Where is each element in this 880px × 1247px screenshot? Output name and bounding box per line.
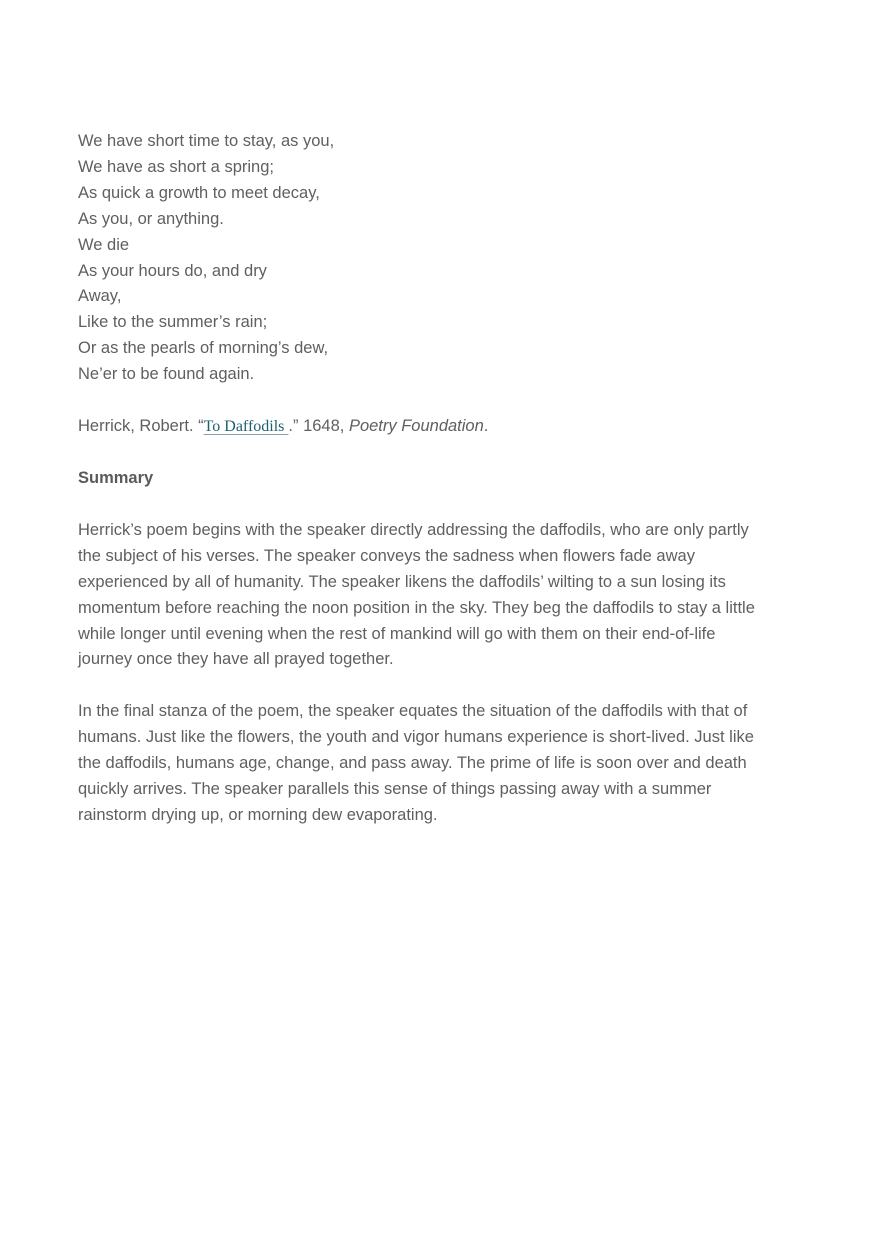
summary-paragraph-1 bbox=[78, 518, 808, 673]
poem-line: Like to the summer’s rain; bbox=[78, 313, 268, 332]
poem-line: We die bbox=[78, 235, 130, 254]
paragraph-line: the daffodils, humans age, change, and pass away. The prime of life is soon over and death bbox=[78, 754, 747, 773]
paragraph-line: the subject of his verses. The speaker conveys the sadness when flowers fade away bbox=[78, 546, 695, 565]
citation-after-title: .” 1648, bbox=[288, 417, 349, 436]
paragraph-line: In the final stanza of the poem, the speaker equates the situation of the daffodils with that of bbox=[78, 702, 748, 721]
paragraph-line: humans. Just like the flowers, the youth and vigor humans experience is short-lived. Just like bbox=[78, 728, 754, 747]
poem-line: We have short time to stay, as you, bbox=[78, 132, 335, 150]
document-page bbox=[78, 129, 808, 829]
paragraph-line: journey once they have all prayed together. bbox=[78, 650, 394, 669]
poem-stanza bbox=[78, 129, 808, 388]
summary-paragraph-2 bbox=[78, 699, 808, 829]
paragraph-line: Herrick’s poem begins with the speaker directly addressing the daffodils, who are only partly bbox=[78, 520, 749, 539]
citation bbox=[78, 414, 808, 440]
poem-line: As your hours do, and dry bbox=[78, 261, 267, 280]
poem-line: We have as short a spring; bbox=[78, 157, 274, 176]
citation-title-link[interactable]: To Daffodils bbox=[203, 418, 289, 436]
poem-line: Or as the pearls of morning’s dew, bbox=[78, 339, 329, 358]
paragraph-line: rainstorm drying up, or morning dew evaporating. bbox=[78, 805, 438, 824]
citation-end: . bbox=[483, 417, 489, 436]
poem-line: Away, bbox=[78, 287, 122, 306]
paragraph-line: momentum before reaching the noon position in the sky. They beg the daffodils to stay a little bbox=[78, 598, 755, 617]
poem-line: Ne’er to be found again. bbox=[78, 365, 255, 384]
paragraph-line: experienced by all of humanity. The speaker likens the daffodils’ wilting to a sun losing its bbox=[78, 572, 726, 591]
citation-journal: Poetry Foundation bbox=[348, 417, 484, 436]
summary-heading: Summary bbox=[78, 468, 154, 487]
poem-line: As quick a growth to meet decay, bbox=[78, 183, 320, 202]
paragraph-line: while longer until evening when the rest of mankind will go with them on their end-of-life bbox=[78, 624, 716, 643]
poem-line: As you, or anything. bbox=[78, 209, 224, 228]
citation-author: Herrick, Robert. “ bbox=[78, 417, 204, 436]
paragraph-line: quickly arrives. The speaker parallels this sense of things passing away with a summer bbox=[78, 780, 712, 799]
